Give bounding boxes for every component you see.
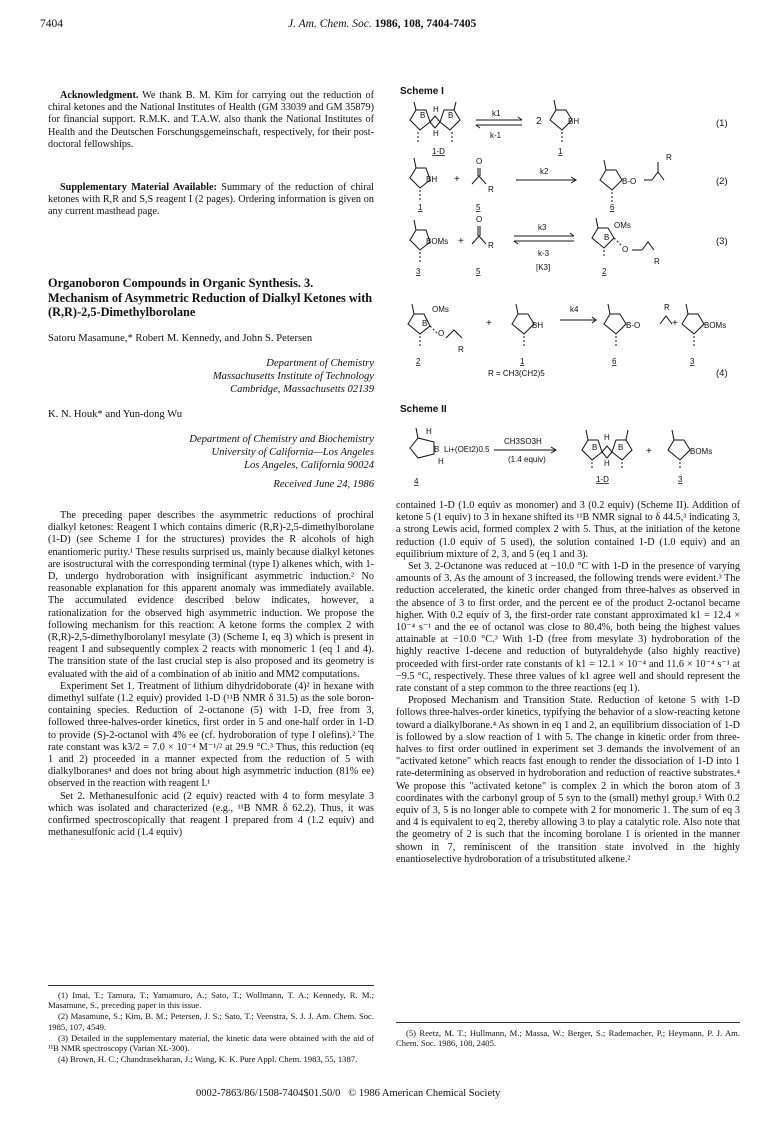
mol-label-b: B [618, 443, 624, 452]
K3-label: [K3] [536, 263, 551, 272]
compound-label-3: 3 [416, 267, 421, 276]
compound-label-1: 1 [558, 147, 563, 156]
affiliation-2: Department of Chemistry and Biochemistry University of California—Los Angeles Los Angeles, California 90024 [189, 433, 374, 471]
compound-label-1D: 1-D [596, 475, 609, 484]
mol-label-b: B [422, 319, 428, 328]
supplementary-section [48, 182, 374, 219]
mol-label-b: B [434, 445, 440, 454]
mol-label-o: O [622, 245, 629, 254]
mol-label-boms: BOMs [426, 237, 449, 246]
footnote-rule [48, 985, 374, 986]
scheme-2-label: Scheme II [400, 404, 447, 415]
paragraph: The preceding paper describes the asymmetric reductions of prochiral dialkyl ketones: Reagent I which contains dimeric (R,R)-2,5-dimethylborolane (1-D) (see Scheme I for the structures) provides the R alcohols of high enantiomeric purity.¹ These results surprised us, mainly because dialkyl ketones are isostructural with the corresponding terminal (type I) alkenes which, with 1-D, undergo hydroboration with insignificant asymmetric induction.² No reasonable explanation for this apparent anomaly was immediately available. The accumulated evidence described below indicates, however, a rationalization for the observed high asymmetric induction. We propose the following mechanism for this reaction: A ketone forms the complex 2 with (R,R)-2,5-dimethylborolanyl mesylate (3) (Scheme I, eq 3) which is present in reagent I and subsequently complex 2 reacts with monomeric 1 (eq 1 and 4). The transition state of the last crucial step is also proposed and its geometry is evaluated with the aid of a combination of ab initio and MM2 computations. [48, 510, 374, 680]
reagent-equiv: (1.4 equiv) [508, 455, 546, 464]
article-title: Organoboron Compounds in Organic Synthesis. 3. Mechanism of Asymmetric Reduction of Dialkyl Ketones with (R,R)-2,5-Dimethylborolane [48, 276, 373, 319]
mol-label-h: H [604, 459, 610, 468]
footnotes-left [48, 990, 374, 1065]
coefficient: 2 [536, 116, 542, 127]
plus-sign: + [672, 318, 678, 329]
journal-citation: J. Am. Chem. Soc. 1986, 108, 7404-7405 [288, 18, 477, 30]
mol-label-bh: BH [426, 175, 438, 184]
eq-number-2: (2) [716, 176, 728, 187]
mol-label-r: R [666, 153, 672, 162]
compound-label-3: 3 [678, 475, 683, 484]
scheme-1-figure [396, 98, 744, 390]
compound-label-2: 2 [602, 267, 607, 276]
authors-2: K. N. Houk* and Yun-dong Wu [48, 408, 183, 420]
scheme-1-label: Scheme I [400, 86, 444, 97]
compound-label-5: 5 [476, 203, 481, 212]
mol-label-o: O [476, 157, 483, 166]
received-date: Received June 24, 1986 [273, 478, 374, 490]
paragraph: Experiment Set 1. Treatment of lithium dihydridoborate (4)² in hexane with dimethyl sulfate (1.2 equiv) provided 1-D (¹¹B NMR δ 31.5) as the sole boron-containing species. Reduction of 2-octanone (5) with 1-D, free from 3, followed three-halves-order kinetics, first order in 5 and one-half order in 1-D to provide (S)-2-octanol with 4% ee (cf. hydroboration of type I olefins).² The rate constant was k3/2 = 7.0 × 10⁻⁴ M⁻¹/² at 29.9 °C.³ Thus, this reduction (eq 1 and 2) proceeded in a manner expected from the reduction of 5 with dialkylboranes⁴ and does not bring about high asymmetric induction (81% ee) observed in the reaction with reagent I.¹ [48, 680, 374, 790]
mol-label-o: O [476, 215, 483, 224]
mol-label-r: R [488, 185, 494, 194]
mol-label-h: H [438, 457, 444, 466]
k2-label: k2 [540, 167, 549, 176]
compound-label-5: 5 [476, 267, 481, 276]
compound-label-1D: 1-D [432, 147, 445, 156]
mol-label-bh: BH [568, 117, 580, 126]
footnote-rule [396, 1022, 740, 1023]
ack-text: We thank B. M. Kim for carrying out the reduction of chiral ketones and the National Institutes of Health (GM 33039 and GM 35879) for financial support. R.M.K. and T.A.W. also thank the National Institutes of Health and the Deutschen Forschungsgemeinschaft, respectively, for their post-doctoral fellowships. [48, 90, 374, 150]
k-1-label: k-1 [490, 131, 502, 140]
plus-sign: + [486, 318, 492, 329]
acknowledgment-section [48, 90, 374, 151]
compound-label-6: 6 [610, 203, 615, 212]
mol-label-h: H [433, 105, 439, 114]
plus-sign: + [458, 236, 464, 247]
k4-label: k4 [570, 305, 579, 314]
mol-label-oms: OMs [432, 305, 449, 314]
plus-sign: + [646, 446, 652, 457]
running-header [40, 18, 744, 34]
mol-label-r: R [654, 257, 660, 266]
copyright: © 1986 American Chemical Society [348, 1088, 501, 1099]
mol-label-oms: OMs [614, 221, 631, 230]
mol-label-h: H [433, 129, 439, 138]
r-definition: R = CH3(CH2)5 [488, 369, 545, 378]
paragraph: Proposed Mechanism and Transition State. Reduction of ketone 5 with 1-D follows three-halves-order kinetics, typifying the behavior of a slow-reacting ketone toward a dialkylborane.⁴ As shown in eq 1 and 2, an equilibrium dissociation of 1-D is followed by a slow reaction of 1 with 5. The change in kinetic order from three-halves to first order outlined in experiment set 3 demands the involvement of an "activated ketone" which reacts fast enough to render the dissociation of 1-D into 1 rate-determining as observed in hydroboration and reduction of reactive substrates.⁴ We propose this "activated ketone" is complex 2 in which the boron atom of 3 coordinates with the carbonyl group of 5 syn to the (small) methyl group.⁵ With 0.2 equiv of 3, 5 is no longer able to compete with 2 for monomeric 1. The sum of eq 3 and 4 is equivalent to eq 2, thereby allowing 3 to play a catalytic role. Also note that the geometry of 2 is such that the incoming borolane 1 is oriented in the manner shown in 7, reminiscent of the transition state involved in the highly enantioselective hydroboration of a trisubstituted alkene.² [396, 695, 740, 865]
eq-number-4: (4) [716, 368, 728, 379]
mol-label-b: B [604, 233, 610, 242]
k1-label: k1 [492, 109, 501, 118]
k-3-label: k-3 [538, 249, 550, 258]
mol-label-bo: B-O [626, 321, 641, 330]
mol-label-b: B [420, 111, 426, 120]
authors-1: Satoru Masamune,* Robert M. Kennedy, and John S. Petersen [48, 332, 313, 344]
k3-label: k3 [538, 223, 547, 232]
footnote: (2) Masamune, S.; Kim, B. M.; Petersen, J. S.; Sato, T.; Veenstra, S. J. J. Am. Chem. Soc. 1985, 107, 4549. [48, 1011, 374, 1032]
page-number: 7404 [40, 18, 63, 30]
compound-label-1: 1 [520, 357, 525, 366]
footnote: (3) Detailed in the supplementary material, the kinetic data were obtained with the aid of ¹¹B NMR spectroscopy (Varian XL-300). [48, 1032, 374, 1054]
compound-label-6: 6 [612, 357, 617, 366]
supp-text: Summary of the reduction of chiral ketones with R,R and S,S reagent I (2 pages). Ordering information is given on any current masthead page. [48, 182, 374, 218]
page-footer [196, 1088, 500, 1099]
article-code: 0002-7863/86/1508-7404$01.50/0 [196, 1088, 341, 1099]
article-header [48, 276, 374, 491]
footnote: (4) Brown, H. C.; Chandrasekharan, J.; Wang, K. K. Pure Appl. Chem. 1983, 55, 1387. [58, 1054, 358, 1065]
mol-label-r: R [458, 345, 464, 354]
compound-label-4: 4 [414, 477, 419, 486]
mol-label-h: H [604, 433, 610, 442]
mol-label-boms: BOMs [704, 321, 727, 330]
body-left [48, 510, 374, 839]
mol-label-b: B [448, 111, 454, 120]
footnotes-right [396, 1028, 740, 1049]
supp-heading: Supplementary Material Available: [60, 182, 217, 193]
paragraph: Set 3. 2-Octanone was reduced at −10.0 °C with 1-D in the presence of varying amounts of 3. As the amount of 3 increased, the following trends were evident.³ The reduction accelerated, the kinetic order changed from three-halves as observed in the absence of 3 to first order, and the percent ee of the product 2-octanol became higher. With 0.2 equiv of 3, the first-order rate constant approximated k1 = 12.4 × 10⁻⁴ s⁻¹ and the ee of octanol was close to 80.4%, both being the highest values attainable at −10.0 °C.³ With 1-D (free from mesylate 3) hydroboration of the highly reactive 1-decene and reduction of butyraldehyde (also highly reactive) proceeded with first-order rate constants of k1 = 12.1 × 10⁻⁴ and 11.6 × 10⁻⁴ s⁻¹ at −9.5 °C, respectively. These three values of k1 agree well and should represent the rate constant of a step common to the three reactions (eq 1). [396, 561, 740, 695]
eq-number-3: (3) [716, 236, 728, 247]
mol-label-o: O [438, 329, 445, 338]
mol-label-boms: BOMs [690, 447, 713, 456]
mol-label-bh: BH [532, 321, 544, 330]
mol-label-b: B [592, 443, 598, 452]
ack-heading: Acknowledgment. [60, 90, 139, 101]
mol-label-h: H [426, 427, 432, 436]
reagent-ch3so3h: CH3SO3H [504, 437, 542, 446]
body-right [396, 500, 740, 866]
footnote: (5) Reetz, M. T.; Hullmann, M.; Massa, W.; Berger, S.; Rademacher, P.; Heymann, P. J. Am. Chem. Soc. 1986, 108, 2405. [396, 1028, 740, 1049]
plus-sign: + [454, 174, 460, 185]
scheme-2-figure [396, 416, 744, 488]
eq-number-1: (1) [716, 118, 728, 129]
mol-label-r: R [664, 303, 670, 312]
paragraph: Set 2. Methanesulfonic acid (2 equiv) reacted with 4 to form mesylate 3 which was isolated and characterized (e.g., ¹¹B NMR δ 62.2). Thus, it was confirmed spectroscopically that reagent I prepared from 4 (1.2 equiv) and methanesulfonic acid (1.4 equiv) [48, 790, 374, 839]
mol-label-bo: B-O [622, 177, 637, 186]
compound-label-3: 3 [690, 357, 695, 366]
compound-label-2: 2 [416, 357, 421, 366]
compound-label-1: 1 [418, 203, 423, 212]
affiliation-1: Department of Chemistry Massachusetts Institute of Technology Cambridge, Massachusetts 02139 [212, 357, 374, 395]
footnote: (1) Imai, T.; Tamura, T.; Yamamuro, A.; Sato, T.; Wollmann, T. A.; Kennedy, R. M.; Masamune, S., preceding paper in this issue. [48, 990, 374, 1011]
mol-label-r: R [488, 241, 494, 250]
paragraph: contained 1-D (1.0 equiv as monomer) and 3 (0.2 equiv) (Scheme II). Addition of ketone 5 (1 equiv) to 3 in hexane shifted its ¹¹B NMR signal to δ 44.5,³ indicating 3, a strong Lewis acid, formed complex 2 with 5. Thus, at the initiation of the ketone reduction (1.0 equiv of 5 used), the solution contained 1-D (1.0 equiv) and an equilibrium mixture of 2, 3, and 5 (eq 1 and 3). [396, 500, 740, 560]
reagent-li: Li+(OEt2)0.5 [444, 445, 490, 454]
